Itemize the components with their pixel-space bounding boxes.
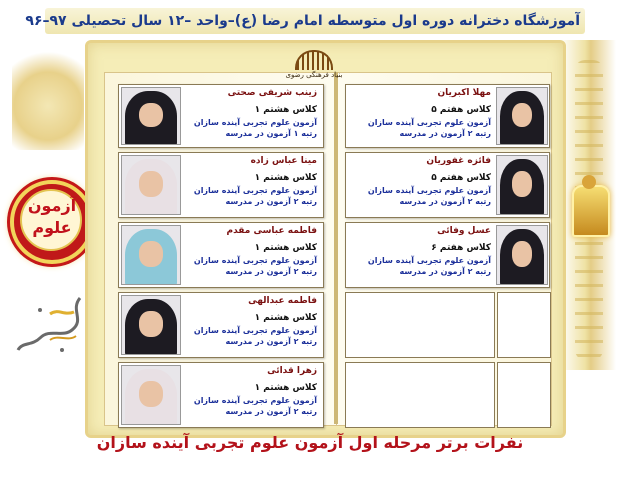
student-card: [118, 84, 324, 148]
seal-emblem-icon: [295, 50, 333, 70]
student-name: فائزه غفوریان: [426, 156, 491, 166]
student-photo: [121, 155, 181, 215]
exam-name: آزمون علوم تجربی آینده سازان: [193, 396, 317, 405]
student-rank: رتبه ۲ آزمون در مدرسه: [225, 407, 317, 416]
student-class: کلاس هشتم ۱: [254, 243, 317, 253]
exam-name: آزمون علوم تجربی آینده سازان: [193, 326, 317, 335]
exam-name: آزمون علوم تجربی آینده سازان: [367, 186, 491, 195]
student-name: زینب شریفی صحتی: [227, 88, 317, 98]
student-card: [345, 222, 550, 288]
student-card: [118, 222, 324, 288]
student-class: کلاس هشتم ۱: [254, 383, 317, 393]
student-class: کلاس هشتم ۱: [254, 173, 317, 183]
student-rank: رتبه ۲ آزمون در مدرسه: [399, 267, 491, 276]
student-name: عسل وفائی: [437, 226, 491, 236]
student-name: مهلا اکبریان: [437, 88, 491, 98]
student-card: [118, 362, 324, 428]
exam-name: آزمون علوم تجربی آینده سازان: [367, 256, 491, 265]
exam-name: آزمون علوم تجربی آینده سازان: [193, 186, 317, 195]
student-class: کلاس هفتم ۵: [431, 105, 491, 115]
empty-slot: [345, 362, 495, 428]
student-class: کلاس هفتم ۵: [431, 173, 491, 183]
exam-name: آزمون علوم تجربی آینده سازان: [367, 118, 491, 127]
footer-title: نفرات برتر مرحله اول آزمون علوم تجربی آینده سازان: [96, 433, 524, 452]
student-card: [118, 292, 324, 358]
student-photo: [496, 87, 548, 145]
student-card: [345, 152, 550, 218]
student-name: فاطمه عباسی مقدم: [226, 226, 317, 236]
empty-photo-slot: [497, 292, 551, 358]
student-photo: [121, 295, 181, 355]
student-rank: رتبه ۲ آزمون در مدرسه: [399, 129, 491, 138]
student-name: مینا عباس زاده: [250, 156, 317, 166]
book-spine: [334, 72, 338, 424]
student-photo: [121, 87, 181, 145]
student-name: زهرا قدائی: [267, 366, 317, 376]
badge-line-2: علوم: [32, 218, 72, 237]
student-card: [345, 84, 550, 148]
left-ornament: [12, 40, 84, 150]
seal-caption: بنیاد فرهنگی رضوی: [285, 71, 343, 79]
empty-slot: [345, 292, 495, 358]
calligraphy-logo: [10, 290, 94, 360]
student-photo: [496, 155, 548, 215]
student-name: فاطمه عبدالهی: [248, 296, 317, 306]
student-photo: [496, 225, 548, 285]
student-rank: رتبه ۱ آزمون در مدرسه: [225, 129, 317, 138]
exam-name: آزمون علوم تجربی آینده سازان: [193, 256, 317, 265]
school-title: آموزشگاه دخترانه دوره اول متوسطه امام رضا (ع)–واحد –۱۲ سال تحصیلی ۹۷–۹۶: [25, 13, 580, 29]
student-class: کلاس هفتم ۶: [431, 243, 491, 253]
student-class: کلاس هشتم ۱: [254, 105, 317, 115]
student-photo: [121, 225, 181, 285]
student-rank: رتبه ۲ آزمون در مدرسه: [399, 197, 491, 206]
student-rank: رتبه ۲ آزمون در مدرسه: [225, 197, 317, 206]
exam-name: آزمون علوم تجربی آینده سازان: [193, 118, 317, 127]
student-class: کلاس هشتم ۱: [254, 313, 317, 323]
student-card: [118, 152, 324, 218]
student-rank: رتبه ۲ آزمون در مدرسه: [225, 267, 317, 276]
student-rank: رتبه ۲ آزمون در مدرسه: [225, 337, 317, 346]
student-photo: [121, 365, 181, 425]
shrine-icon: [572, 185, 610, 237]
empty-photo-slot: [497, 362, 551, 428]
badge-line-1: آزمون: [27, 196, 77, 215]
